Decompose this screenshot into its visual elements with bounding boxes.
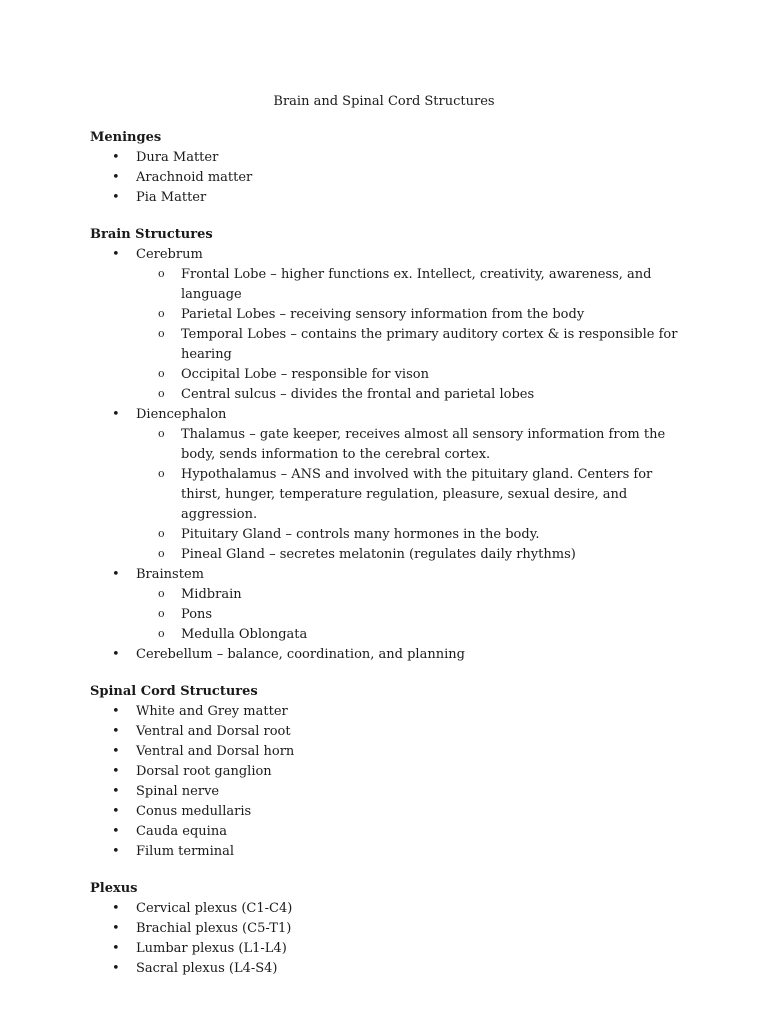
list-item-text: Dorsal root ganglion	[136, 764, 272, 779]
bullet-icon: •	[112, 744, 120, 759]
list-item-text: Cauda equina	[136, 824, 227, 839]
bullet-icon: •	[112, 724, 120, 739]
sub-list-item	[136, 625, 690, 645]
bullet-list	[90, 245, 690, 665]
list-item-text: Cervical plexus (C1-C4)	[136, 901, 293, 916]
bullet-icon: •	[112, 170, 120, 185]
bullet-icon: •	[112, 704, 120, 719]
list-item-text: White and Grey matter	[136, 704, 288, 719]
sub-list-item	[136, 365, 690, 385]
list-item-text: Diencephalon	[136, 407, 227, 422]
bullet-icon: •	[112, 190, 120, 205]
sub-list-item-text: Central sulcus – divides the frontal and parietal lobes	[181, 387, 535, 402]
sub-list-item-text: Midbrain	[181, 587, 242, 602]
list-item	[90, 939, 690, 959]
list-item	[90, 802, 690, 822]
list-item	[90, 405, 690, 565]
sub-list	[90, 265, 690, 405]
list-item	[90, 842, 690, 862]
sub-list-item	[136, 465, 690, 525]
list-item-text: Cerebrum	[136, 247, 203, 262]
list-item-text: Lumbar plexus (L1-L4)	[136, 941, 287, 956]
list-item-text: Ventral and Dorsal horn	[136, 744, 295, 759]
bullet-icon: •	[112, 247, 120, 262]
bullet-icon: •	[112, 824, 120, 839]
bullet-icon: •	[112, 804, 120, 819]
sub-list-item-text: Pineal Gland – secretes melatonin (regulates daily rhythms)	[181, 547, 576, 562]
list-item	[90, 899, 690, 919]
sub-list-item	[136, 585, 690, 605]
bullet-list	[90, 899, 690, 979]
bullet-list	[90, 148, 690, 208]
list-item-text: Brainstem	[136, 567, 204, 582]
bullet-icon: •	[112, 941, 120, 956]
circle-bullet-icon: o	[158, 607, 165, 620]
sub-list-item-text: Frontal Lobe – higher functions ex. Intellect, creativity, awareness, and language	[181, 267, 652, 302]
sub-list-item-text: Hypothalamus – ANS and involved with the pituitary gland. Centers for thirst, hunger, temperature regulation, pleasure, sexual desire, and aggression.	[181, 467, 653, 522]
list-item	[90, 959, 690, 979]
list-item-text: Conus medullaris	[136, 804, 252, 819]
sub-list-item	[136, 605, 690, 625]
sub-list-item	[136, 525, 690, 545]
circle-bullet-icon: o	[158, 387, 165, 400]
sub-list-item	[136, 265, 690, 305]
circle-bullet-icon: o	[158, 467, 165, 480]
bullet-icon: •	[112, 567, 120, 582]
sub-list-item-text: Occipital Lobe – responsible for vison	[181, 367, 429, 382]
sub-list-item-text: Thalamus – gate keeper, receives almost all sensory information from the body, sends information to the cerebral cortex.	[181, 427, 666, 462]
list-item-row	[90, 565, 690, 585]
circle-bullet-icon: o	[158, 547, 165, 560]
list-item-text: Spinal nerve	[136, 784, 220, 799]
bullet-icon: •	[112, 961, 120, 976]
list-item	[90, 722, 690, 742]
list-item-text: Dura Matter	[136, 150, 219, 165]
list-item-text: Cerebellum – balance, coordination, and planning	[136, 647, 465, 662]
list-item	[90, 919, 690, 939]
list-item-text: Filum terminal	[136, 844, 235, 859]
list-item	[90, 782, 690, 802]
list-item	[90, 645, 690, 665]
circle-bullet-icon: o	[158, 267, 165, 280]
circle-bullet-icon: o	[158, 587, 165, 600]
section-heading: Plexus	[90, 881, 138, 896]
list-item	[90, 762, 690, 782]
list-item-text: Arachnoid matter	[136, 170, 253, 185]
list-item	[90, 565, 690, 645]
document-body	[90, 128, 690, 996]
section-0	[90, 128, 690, 208]
list-item	[90, 168, 690, 188]
circle-bullet-icon: o	[158, 327, 165, 340]
sub-list-item	[136, 305, 690, 325]
circle-bullet-icon: o	[158, 367, 165, 380]
bullet-icon: •	[112, 150, 120, 165]
sub-list-item-text: Medulla Oblongata	[181, 627, 308, 642]
bullet-icon: •	[112, 844, 120, 859]
list-item-text: Brachial plexus (C5-T1)	[136, 921, 292, 936]
bullet-icon: •	[112, 921, 120, 936]
section-1	[90, 225, 690, 665]
list-item-text: Sacral plexus (L4-S4)	[136, 961, 278, 976]
section-heading: Brain Structures	[90, 227, 213, 242]
list-item	[90, 702, 690, 722]
circle-bullet-icon: o	[158, 627, 165, 640]
sub-list-item-text: Parietal Lobes – receiving sensory information from the body	[181, 307, 585, 322]
sub-list-item-text: Pituitary Gland – controls many hormones in the body.	[181, 527, 540, 542]
list-item	[90, 245, 690, 405]
list-item-row	[90, 245, 690, 265]
list-item	[90, 188, 690, 208]
bullet-icon: •	[112, 647, 120, 662]
document-title: Brain and Spinal Cord Structures	[273, 94, 495, 109]
sub-list-item	[136, 325, 690, 365]
bullet-list	[90, 702, 690, 862]
sub-list	[90, 585, 690, 645]
bullet-icon: •	[112, 901, 120, 916]
sub-list-item-text: Pons	[181, 607, 213, 622]
circle-bullet-icon: o	[158, 527, 165, 540]
section-2	[90, 682, 690, 862]
bullet-icon: •	[112, 764, 120, 779]
sub-list-item-text: Temporal Lobes – contains the primary auditory cortex & is responsible for hearing	[181, 327, 678, 362]
section-heading: Meninges	[90, 130, 162, 145]
sub-list-item	[136, 385, 690, 405]
list-item-text: Pia Matter	[136, 190, 207, 205]
list-item	[90, 148, 690, 168]
bullet-icon: •	[112, 407, 120, 422]
sub-list-item	[136, 425, 690, 465]
bullet-icon: •	[112, 784, 120, 799]
list-item	[90, 742, 690, 762]
circle-bullet-icon: o	[158, 307, 165, 320]
sub-list	[90, 425, 690, 565]
section-3	[90, 879, 690, 979]
list-item-text: Ventral and Dorsal root	[136, 724, 291, 739]
list-item	[90, 822, 690, 842]
section-heading: Spinal Cord Structures	[90, 684, 258, 699]
circle-bullet-icon: o	[158, 427, 165, 440]
list-item-row	[90, 405, 690, 425]
sub-list-item	[136, 545, 690, 565]
